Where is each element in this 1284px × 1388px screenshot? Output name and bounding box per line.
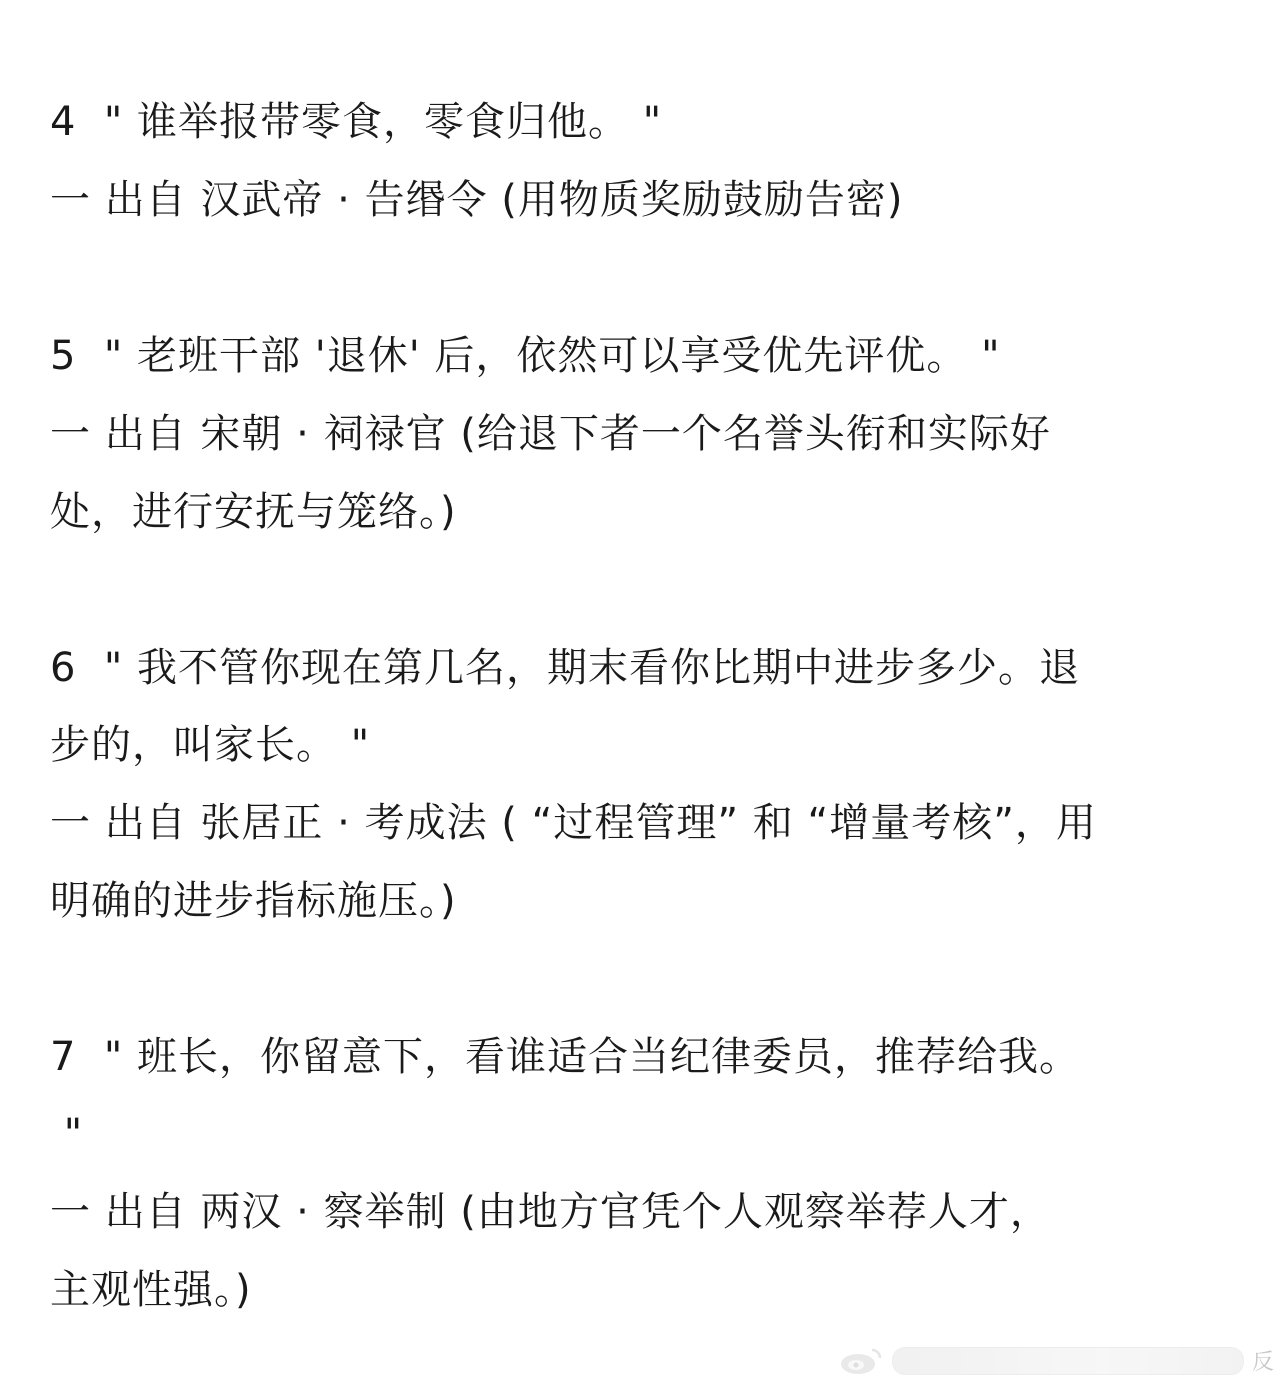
quote-7-line-1: 7 " 班长，你留意下，看谁适合当纪律委员，推荐给我。 [50, 1034, 1080, 1080]
quote-7-line-2: " [50, 1111, 84, 1157]
source-6-line-2: 明确的进步指标施压。) [50, 878, 457, 924]
source-5-line-2: 处，进行安抚与笼络。) [50, 489, 457, 535]
source-6-line-1: 一 出自 张居正 · 考成法 ( “过程管理” 和 “增量考核”，用 [50, 800, 1097, 846]
source-5-line-1: 一 出自 宋朝 · 祠禄官 (给退下者一个名誉头衔和实际好 [50, 411, 1051, 457]
source-7-line-1: 一 出自 两汉 · 察举制 (由地方官凭个人观察举荐人才， [50, 1189, 1051, 1235]
weibo-logo-icon [838, 1346, 884, 1376]
quote-5-line-1: 5 " 老班干部 '退休' 后，依然可以享受优先评优。 " [50, 333, 1001, 379]
quote-6-line-1: 6 " 我不管你现在第几名，期末看你比期中进步多少。退 [50, 645, 1080, 691]
quote-6-line-2: 步的，叫家长。 " [50, 722, 371, 768]
quote-4-line-1: 4 " 谁举报带零食，零食归他。 " [50, 99, 663, 145]
source-7-line-2: 主观性强。) [50, 1267, 252, 1313]
watermark [838, 1345, 1274, 1376]
watermark-bar [892, 1347, 1244, 1375]
watermark-text: 反 [1251, 1350, 1274, 1375]
source-4-line-1: 一 出自 汉武帝 · 告缗令 (用物质奖励鼓励告密) [50, 177, 904, 223]
